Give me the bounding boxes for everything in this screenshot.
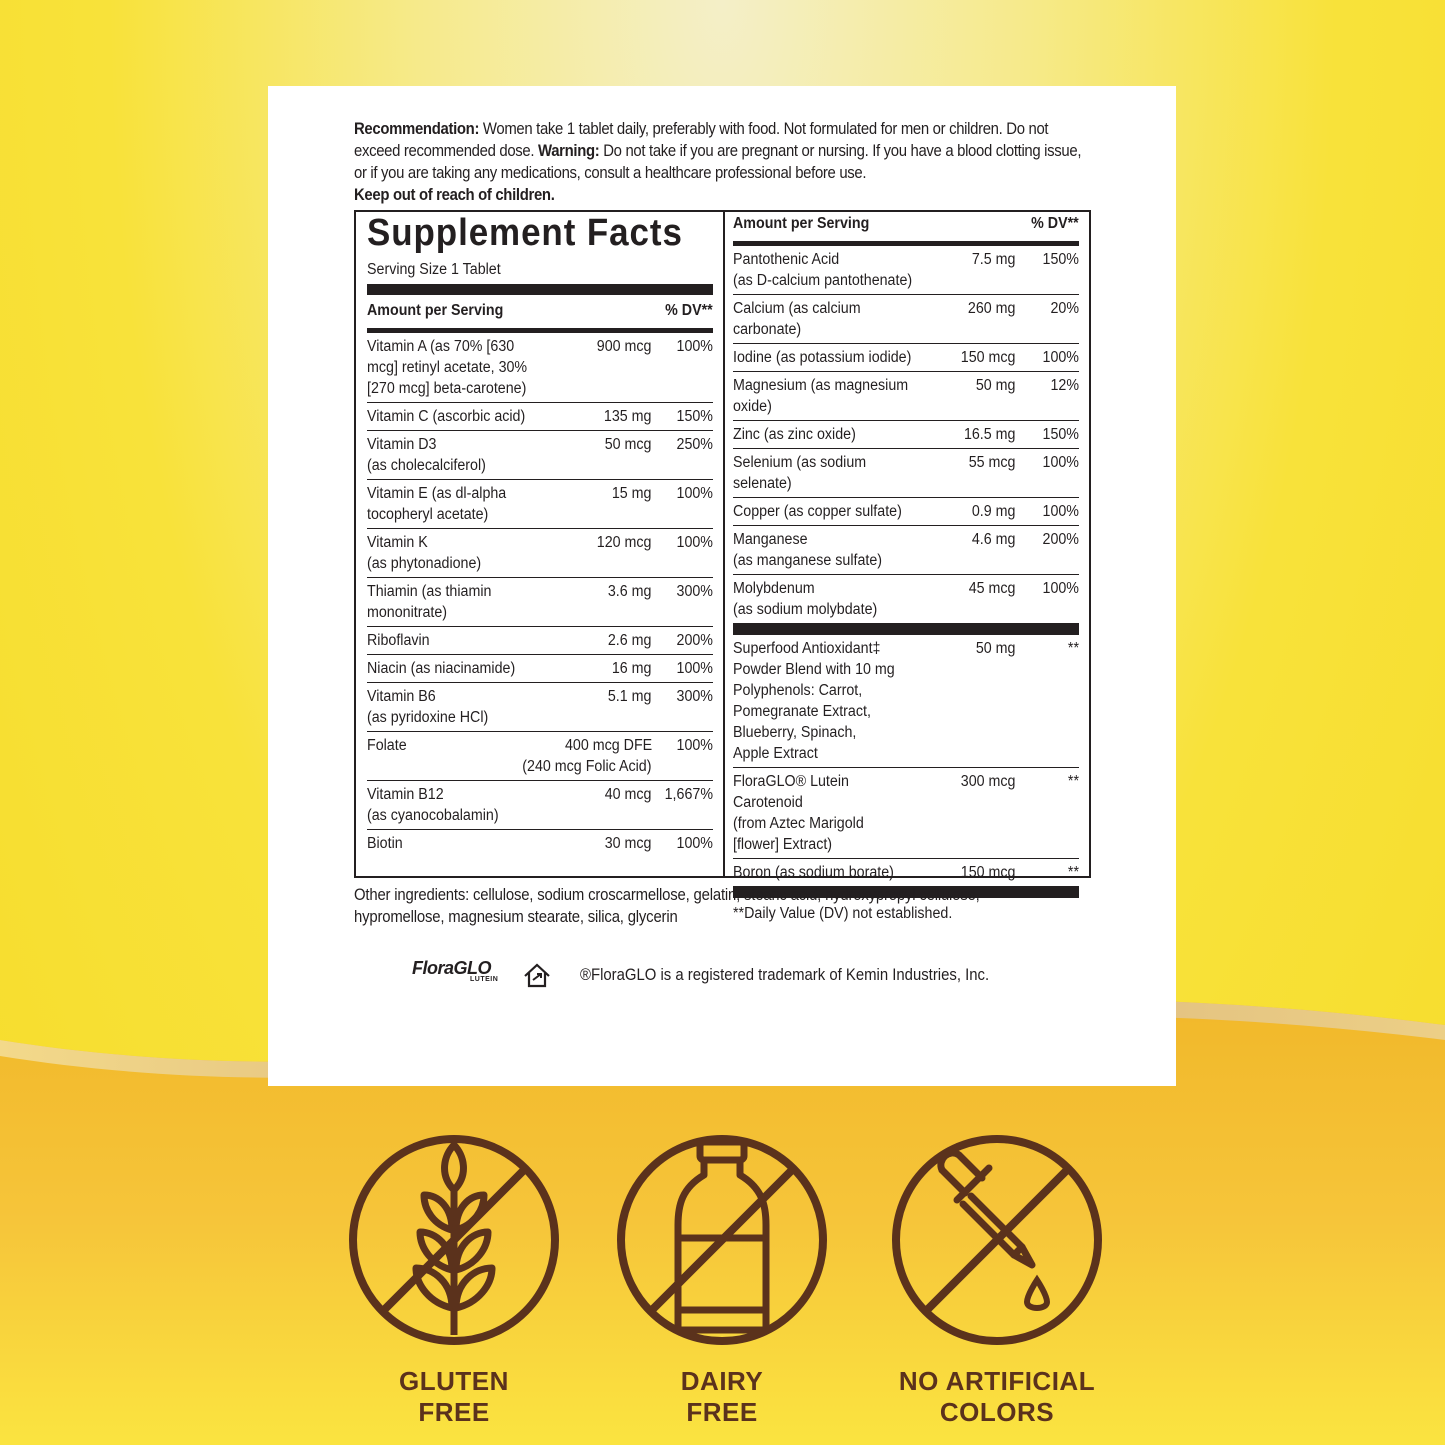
nutrient-row xyxy=(733,498,1079,526)
badge-label: NO ARTIFICIAL COLORS xyxy=(898,1366,1096,1427)
nutrient-dv: 100% xyxy=(676,660,713,677)
nutrient-name: Selenium (as sodium selenate) xyxy=(733,454,867,492)
nutrient-name: Vitamin K (as phytonadione) xyxy=(367,534,482,572)
nutrient-row xyxy=(367,732,713,781)
warning-body: Do not take if you are pregnant or nursing. If you have a blood clotting issue, or if you are taking any medications, consult a healthcare professional before use. xyxy=(354,142,1082,182)
nutrient-dv: 150% xyxy=(1042,251,1079,268)
nutrient-dv: ** xyxy=(1067,640,1079,657)
nutrient-amount: 55 mcg xyxy=(968,454,1016,471)
nutrient-amount: 45 mcg xyxy=(968,580,1016,597)
nutrient-list-blends xyxy=(733,635,1079,886)
nutrient-amount: 900 mcg xyxy=(596,338,652,355)
nutrient-amount: 5.1 mg xyxy=(607,688,652,705)
nutrient-row xyxy=(733,575,1079,623)
nutrient-name: Niacin (as niacinamide) xyxy=(367,660,516,677)
nutrient-dv: ** xyxy=(1067,864,1079,881)
nutrient-name: Magnesium (as magnesium oxide) xyxy=(733,377,909,415)
nutrient-name: Iodine (as potassium iodide) xyxy=(733,349,912,366)
header-dv: % DV** xyxy=(1031,215,1079,232)
nutrient-amount: 2.6 mg xyxy=(607,632,652,649)
supplement-label xyxy=(354,118,1094,984)
nutrient-name: Vitamin B6 (as pyridoxine HCl) xyxy=(367,688,489,726)
nutrient-amount: 30 mcg xyxy=(604,835,652,852)
nutrient-name: Molybdenum (as sodium molybdate) xyxy=(733,580,878,618)
facts-left-column xyxy=(356,212,725,876)
nutrient-name: FloraGLO® Lutein Carotenoid (from Aztec Marigold [flower] Extract) xyxy=(733,773,864,853)
floraglo-logo-sub: LUTEIN xyxy=(470,976,499,983)
nutrient-row xyxy=(367,655,713,683)
warning-label: Warning: xyxy=(534,142,600,160)
nutrient-dv: 100% xyxy=(1042,580,1079,597)
header-amount: Amount per Serving xyxy=(367,302,504,319)
nutrient-amount: 300 mcg xyxy=(960,773,1016,790)
feature-badges xyxy=(0,1130,1445,1430)
nutrient-row xyxy=(733,246,1079,295)
facts-header xyxy=(367,295,713,328)
nutrient-amount: 16.5 mg xyxy=(963,426,1016,443)
nutrient-dv: 100% xyxy=(676,485,713,502)
wheat-icon xyxy=(344,1130,564,1350)
nutrient-amount: 0.9 mg xyxy=(971,503,1016,520)
nutrient-row xyxy=(733,372,1079,421)
nutrient-dv: 1,667% xyxy=(664,786,713,803)
nutrient-name: Vitamin D3 (as cholecalciferol) xyxy=(367,436,486,474)
recommendation-text xyxy=(354,118,1096,206)
nutrient-note: (240 mcg Folic Acid) xyxy=(522,758,652,775)
nutrient-row xyxy=(367,403,713,431)
nutrient-name: Copper (as copper sulfate) xyxy=(733,503,902,520)
floraglo-logo xyxy=(412,958,562,992)
nutrient-name: Vitamin B12 (as cyanocobalamin) xyxy=(367,786,499,824)
nutrient-dv: 12% xyxy=(1050,377,1079,394)
nutrient-dv: 200% xyxy=(676,632,713,649)
facts-title: Supplement Facts xyxy=(367,212,683,254)
nutrient-name: Manganese (as manganese sulfate) xyxy=(733,531,883,569)
trademark-text: ®FloraGLO is a registered trademark of Kemin Industries, Inc. xyxy=(580,965,990,984)
nutrient-dv: 100% xyxy=(1042,349,1079,366)
nutrient-dv: 150% xyxy=(676,408,713,425)
nutrient-amount: 50 mcg xyxy=(604,436,652,453)
nutrient-amount: 4.6 mg xyxy=(971,531,1016,548)
nutrient-row xyxy=(733,449,1079,498)
recommendation-body: Women take 1 tablet daily, preferably with food. Not formulated for men or children. Do not exceed recommended dose. xyxy=(354,120,1049,160)
badge-dairy-free xyxy=(602,1130,842,1428)
dropper-icon xyxy=(887,1130,1107,1350)
nutrient-dv: 200% xyxy=(1042,531,1079,548)
nutrient-name: Calcium (as calcium carbonate) xyxy=(733,300,861,338)
badge-gluten-free xyxy=(334,1130,574,1428)
nutrient-dv: 100% xyxy=(676,835,713,852)
nutrient-dv: ** xyxy=(1067,773,1079,790)
nutrient-row xyxy=(367,830,713,857)
nutrient-row xyxy=(367,683,713,732)
nutrient-row xyxy=(733,635,1079,768)
nutrient-row xyxy=(733,421,1079,449)
nutrient-row xyxy=(367,578,713,627)
header-dv: % DV** xyxy=(665,302,713,319)
nutrient-dv: 100% xyxy=(1042,454,1079,471)
nutrient-amount: 50 mg xyxy=(975,377,1016,394)
nutrient-row xyxy=(733,344,1079,372)
nutrient-amount: 40 mcg xyxy=(604,786,652,803)
nutrient-dv: 20% xyxy=(1050,300,1079,317)
nutrient-amount: 16 mg xyxy=(611,660,652,677)
nutrient-dv: 300% xyxy=(676,688,713,705)
trademark-row xyxy=(412,958,1112,992)
nutrient-amount: 3.6 mg xyxy=(607,583,652,600)
nutrient-name: Boron (as sodium borate) xyxy=(733,864,894,881)
recommendation-label: Recommendation: xyxy=(354,120,480,138)
dv-footnote: **Daily Value (DV) not established. xyxy=(733,905,953,922)
badge-label: DAIRY FREE xyxy=(680,1366,764,1427)
nutrient-name: Vitamin C (ascorbic acid) xyxy=(367,408,526,425)
nutrient-amount: 260 mg xyxy=(967,300,1016,317)
nutrient-dv: 150% xyxy=(1042,426,1079,443)
nutrient-row xyxy=(367,333,713,403)
nutrient-name: Pantothenic Acid (as D-calcium pantothenate) xyxy=(733,251,913,289)
other-ingredients: Other ingredients: cellulose, sodium croscarmellose, gelatin, stearic acid, hydroxypropyl cellulose, hypromellose, magnesium stearate, silica, glycerin xyxy=(354,886,980,926)
nutrient-row xyxy=(367,431,713,480)
divider-thick xyxy=(733,623,1079,635)
nutrient-name: Superfood Antioxidant‡ Powder Blend with 10 mg Polyphenols: Carrot, Pomegranate Extract, Blueberry, Spinach, Apple Extract xyxy=(733,640,895,762)
facts-right-column xyxy=(725,212,1089,922)
nutrient-dv: 100% xyxy=(676,737,713,754)
nutrient-name: Riboflavin xyxy=(367,632,430,649)
nutrient-name: Biotin xyxy=(367,835,403,852)
nutrient-dv: 100% xyxy=(676,534,713,551)
nutrient-amount: 7.5 mg xyxy=(971,251,1016,268)
nutrient-list-left xyxy=(367,333,713,857)
nutrient-row xyxy=(733,859,1079,886)
facts-header-right xyxy=(733,212,1079,241)
nutrient-amount: 150 mcg xyxy=(960,864,1016,881)
milk-bottle-icon xyxy=(612,1130,832,1350)
nutrient-dv: 100% xyxy=(1042,503,1079,520)
nutrient-row xyxy=(367,480,713,529)
nutrient-amount: 120 mcg xyxy=(596,534,652,551)
nutrient-amount: 50 mg xyxy=(975,640,1016,657)
nutrient-row xyxy=(733,526,1079,575)
nutrient-name: Zinc (as zinc oxide) xyxy=(733,426,856,443)
nutrient-name: Thiamin (as thiamin mononitrate) xyxy=(367,583,492,621)
nutrient-row xyxy=(733,295,1079,344)
floraglo-logo-text: FloraGLO xyxy=(412,958,492,978)
nutrient-amount: 400 mcg DFE xyxy=(565,737,653,754)
badge-label: GLUTEN FREE xyxy=(399,1366,509,1427)
badge-no-artificial-colors xyxy=(872,1130,1122,1428)
nutrient-amount: 15 mg xyxy=(611,485,652,502)
nutrient-name: Vitamin A (as 70% [630 mcg] retinyl acetate, 30% [270 mcg] beta-carotene) xyxy=(367,338,528,397)
nutrient-name: Folate xyxy=(367,737,407,754)
nutrient-amount: 135 mg xyxy=(603,408,652,425)
nutrient-row xyxy=(367,627,713,655)
floraglo-house-icon xyxy=(522,960,552,990)
keep-out-text: Keep out of reach of children. xyxy=(354,186,555,204)
divider-thick xyxy=(367,284,713,295)
nutrient-row xyxy=(367,781,713,830)
nutrient-amount: 150 mcg xyxy=(960,349,1016,366)
nutrient-list-right xyxy=(733,246,1079,623)
nutrient-row xyxy=(733,768,1079,859)
nutrient-dv: 300% xyxy=(676,583,713,600)
nutrient-row xyxy=(367,529,713,578)
nutrient-name: Vitamin E (as dl-alpha tocopheryl acetate) xyxy=(367,485,507,523)
serving-size: Serving Size 1 Tablet xyxy=(367,261,501,278)
nutrient-dv: 250% xyxy=(676,436,713,453)
header-amount: Amount per Serving xyxy=(733,215,870,232)
nutrient-dv: 100% xyxy=(676,338,713,355)
